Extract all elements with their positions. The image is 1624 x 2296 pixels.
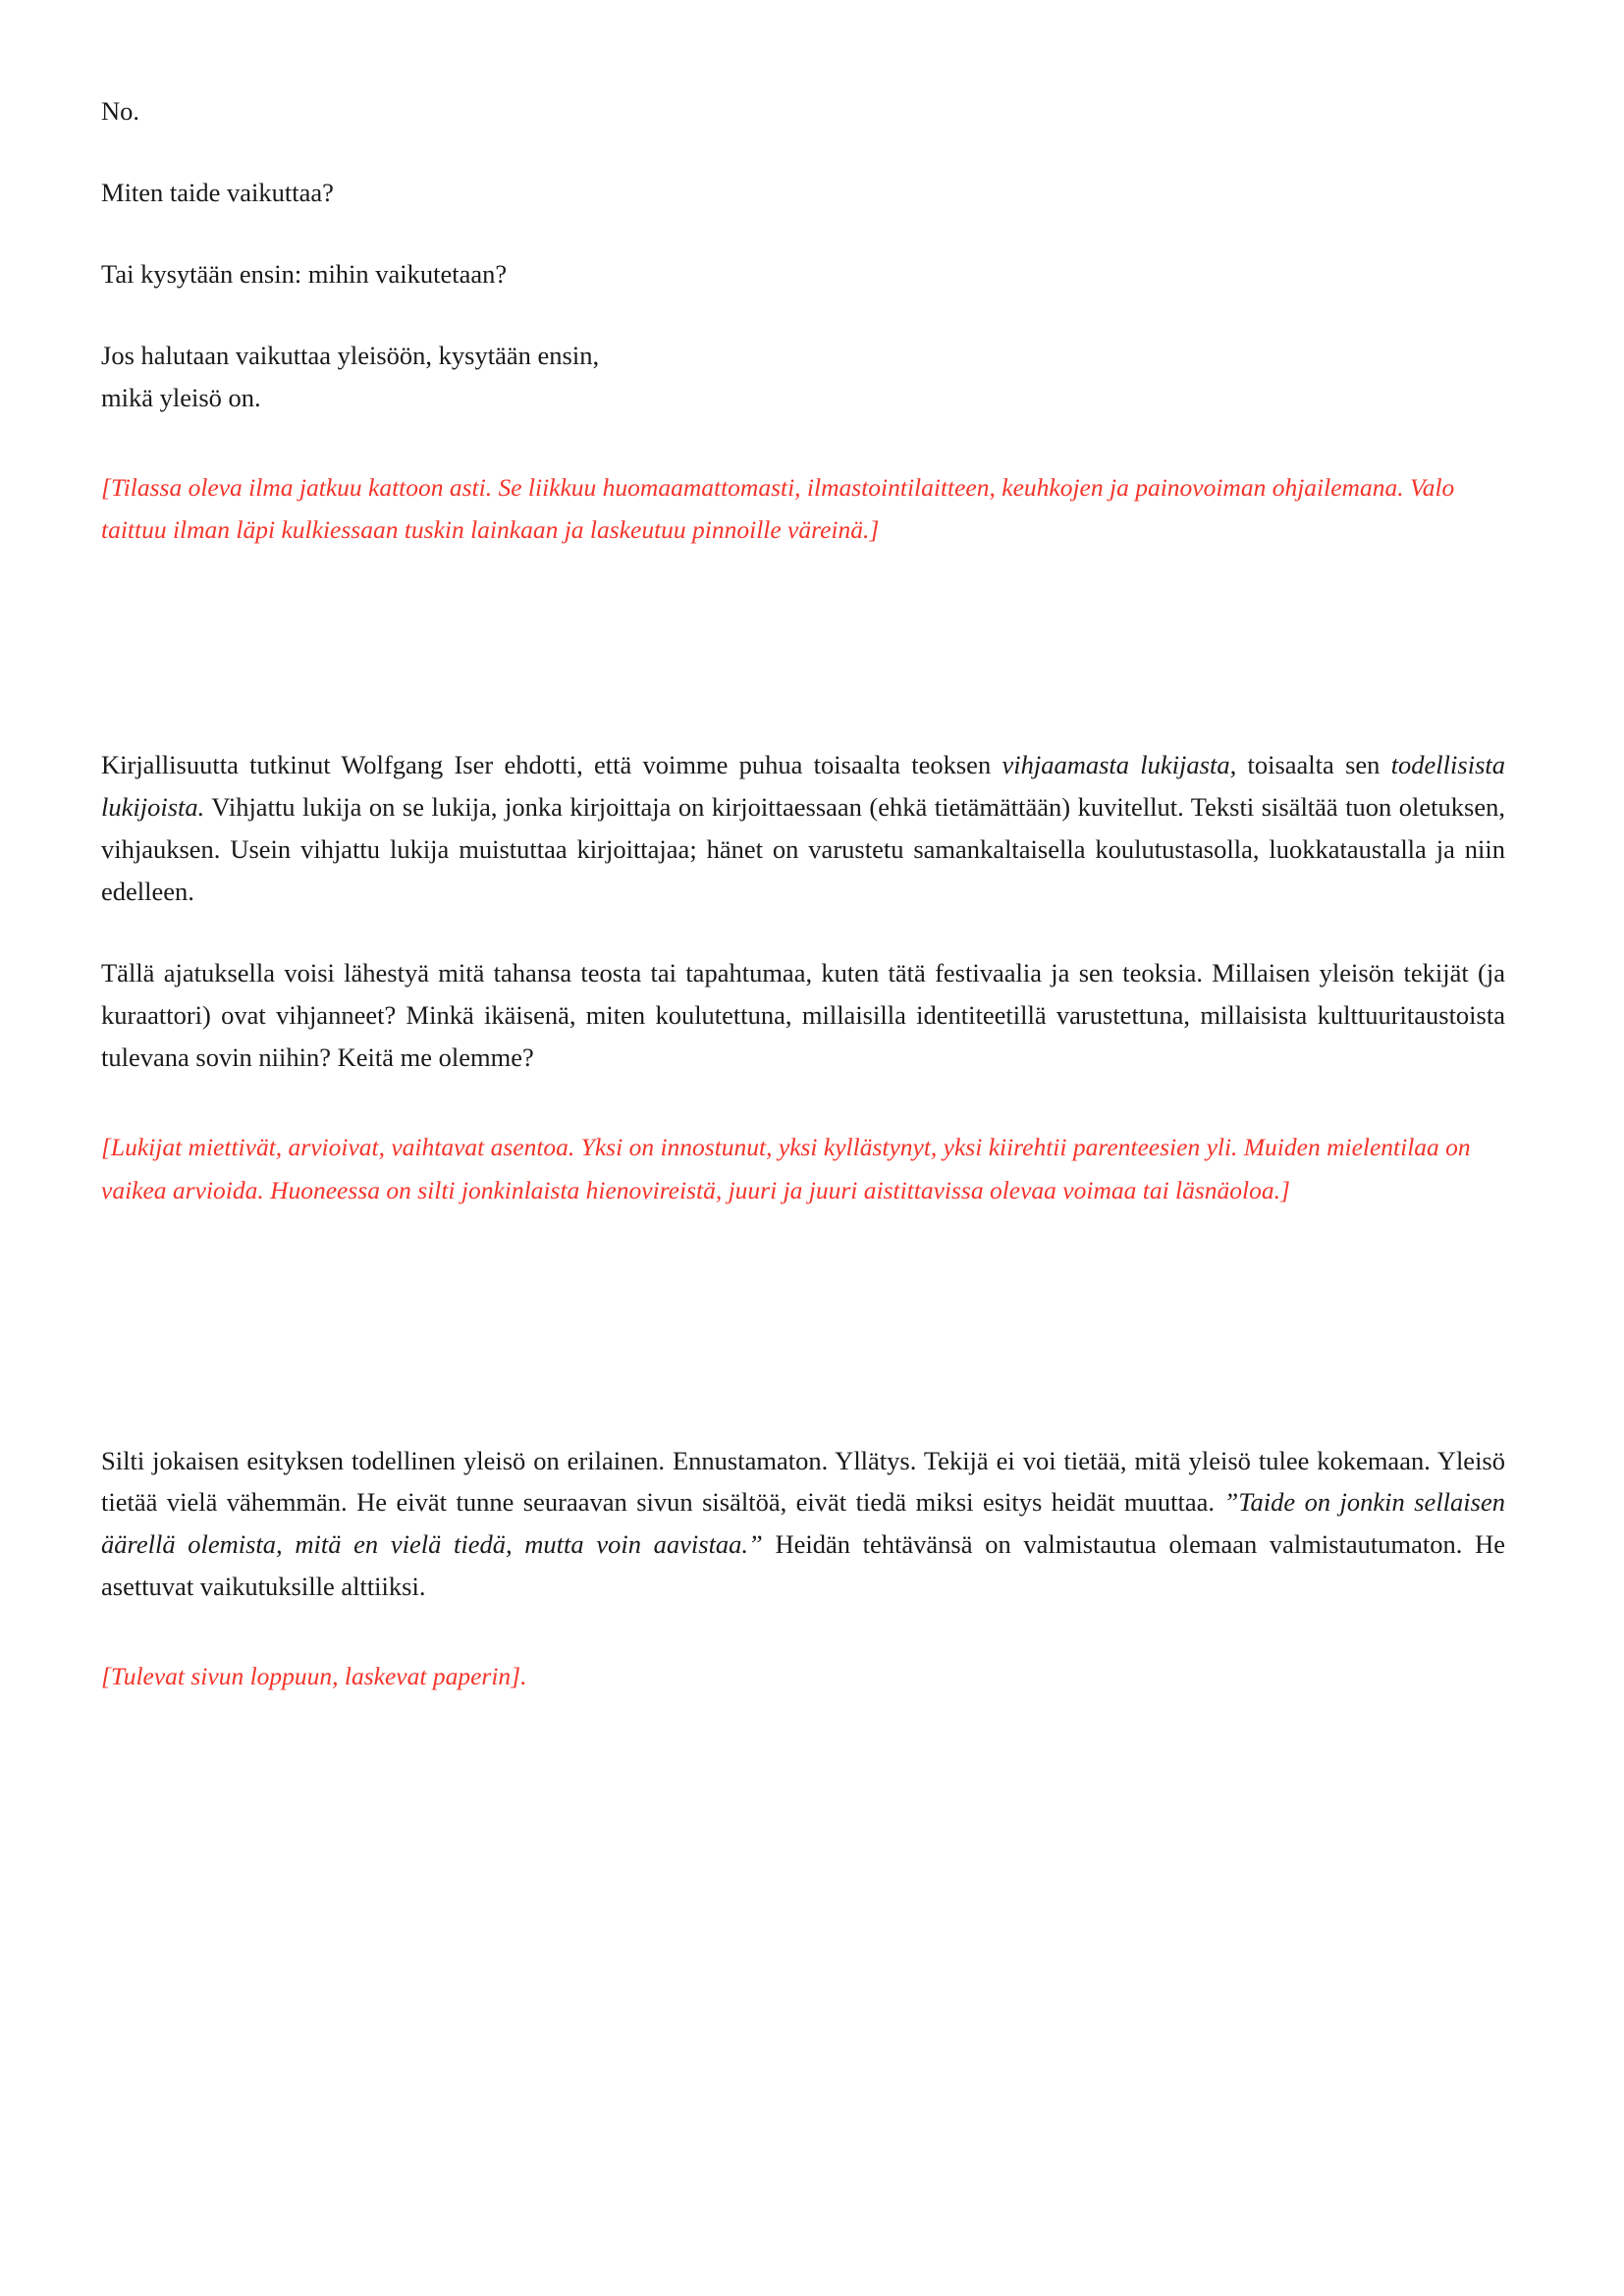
iser-text-c: toisaalta sen <box>1236 750 1391 780</box>
spacer <box>101 419 1505 466</box>
document-body <box>101 90 1505 1698</box>
spacer <box>101 1212 1505 1440</box>
iser-text-a: Kirjallisuutta tutkinut Wolfgang Iser ehdotti, että voimme puhua toisaalta teoksen <box>101 750 1002 780</box>
paragraph-question-what: Tai kysytään ensin: mihin vaikutetaan? <box>101 258 508 289</box>
iser-text-e: Vihjattu lukija on se lukija, jonka kirjoittaja on kirjoittaessaan (ehkä tietämättään) kuvitellut. Teksti sisältää tuon oletuksen, vihjauksen. Usein vihjattu lukija muistuttaa kirjoittajaa; hänet on varustetu samankaltaisella koulutustasolla, luokkataustalla ja niin edelleen. <box>101 792 1505 907</box>
real-audience-text-b: Heidän tehtävänsä on valmistautua olemaan valmistautumaton. He asettuvat vaikutuksille alttiiksi. <box>101 1529 1505 1602</box>
paragraph-audience-line2: mikä yleisö on. <box>101 382 261 412</box>
spacer <box>101 552 1505 744</box>
paragraph-question-how: Miten taide vaikuttaa? <box>101 177 334 207</box>
paragraph-iser <box>101 744 1505 913</box>
real-audience-text-a: Silti jokaisen esityksen todellinen yleisö on erilainen. Ennustamaton. Yllätys. Tekijä ei voi tietää, mitä yleisö tulee kokemaan. Yleisö tietää vielä vähemmän. He eivät tunne seuraavan sivun sisältöä, eivät tiedä miksi esitys heidät muuttaa. <box>101 1445 1505 1518</box>
spacer <box>101 1079 1505 1126</box>
spacer <box>101 133 1505 172</box>
paragraph-real-audience <box>101 1440 1505 1609</box>
spacer <box>101 295 1505 335</box>
iser-term-implied-reader: vihjaamasta lukijasta, <box>1001 750 1237 780</box>
paragraph-audience-line1: Jos halutaan vaikuttaa yleisöön, kysytään ensin, <box>101 340 600 370</box>
paragraph-no: No. <box>101 96 140 126</box>
spacer <box>101 1608 1505 1655</box>
stage-direction-air: [Tilassa oleva ilma jatkuu kattoon asti. Se liikkuu huomaamattomasti, ilmastointilaitteen, keuhkojen ja painovoiman ohjailemana. Valo taittuu ilman läpi kulkiessaan tuskin lainkaan ja laskeutuu pinnoille väreinä.] <box>101 472 1455 545</box>
paragraph-festival: Tällä ajatuksella voisi lähestyä mitä tahansa teosta tai tapahtumaa, kuten tätä festivaalia ja sen teoksia. Millaisen yleisön tekijät (ja kuraattori) ovat vihjanneet? Minkä ikäisenä, miten koulutettuna, millaisilla identiteetillä varustettuna, millaisista kulttuuritaustoista tulevana sovin niihin? Keitä me olemme? <box>101 958 1505 1072</box>
stage-direction-readers: [Lukijat miettivät, arvioivat, vaihtavat asentoa. Yksi on innostunut, yksi kyllästynyt, yksi kiirehtii parenteesien yli. Muiden mielentilaa on vaikea arvioida. Huoneessa on silti jonkinlaista hienovireistä, juuri ja juuri aistittavissa olevaa voimaa tai läsnäoloa.] <box>101 1132 1471 1204</box>
stage-direction-page-end: [Tulevat sivun loppuun, laskevat paperin]. <box>101 1662 527 1691</box>
iser-term-real-readers: todellisista lukijoista. <box>101 750 1506 823</box>
spacer <box>101 913 1505 952</box>
quote-art-definition: ”Taide on jonkin sellaisen äärellä olemista, mitä en vielä tiedä, mutta voin aavistaa.” <box>101 1487 1505 1560</box>
spacer <box>101 214 1505 253</box>
